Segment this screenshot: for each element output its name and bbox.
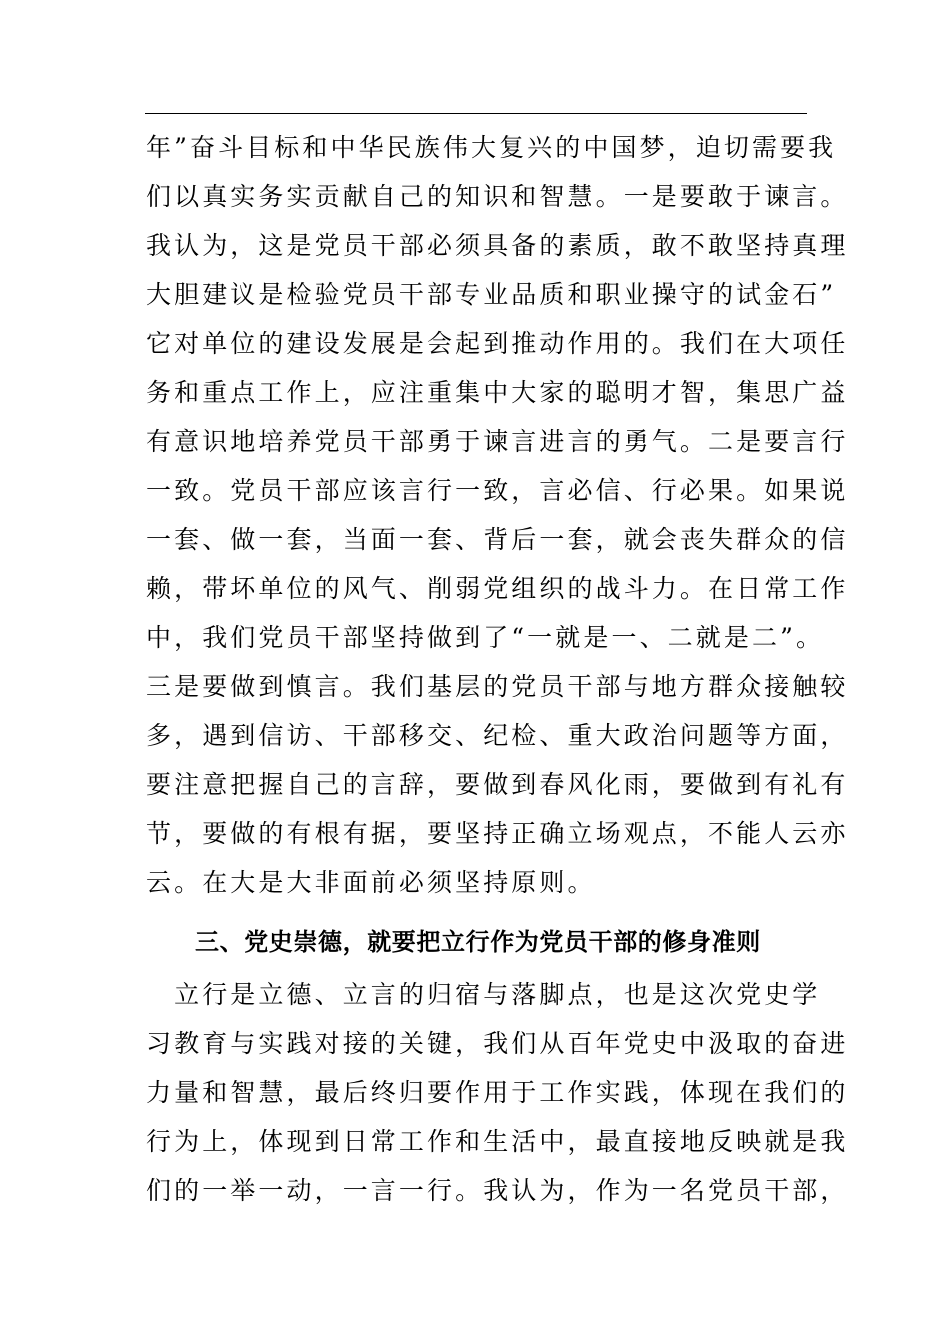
text-line: 节，要做的有根有据，要坚持正确立场观点，不能人云亦 [146, 819, 849, 848]
text-line: 有意识地培养党员干部勇于谏言进言的勇气。二是要言行 [146, 427, 849, 456]
text-line: 年”奋斗目标和中华民族伟大复兴的中国梦，迫切需要我 [146, 133, 837, 162]
text-line: 力量和智慧，最后终归要作用于工作实践，体现在我们的 [146, 1078, 849, 1107]
header-rule [145, 113, 807, 114]
text-line: 们以真实务实贡献自己的知识和智慧。一是要敢于谏言。 [146, 182, 849, 211]
text-line: 我认为，这是党员干部必须具备的素质，敢不敢坚持真理 [146, 231, 849, 260]
text-line: 它对单位的建设发展是会起到推动作用的。我们在大项任 [146, 329, 849, 358]
text-line: 务和重点工作上，应注重集中大家的聪明才智，集思广益 [146, 378, 849, 407]
text-line: 大胆建议是检验党员干部专业品质和职业操守的试金石” [146, 280, 837, 309]
text-line: 一致。党员干部应该言行一致，言必信、行必果。如果说 [146, 476, 849, 505]
text-line: 赖，带坏单位的风气、削弱党组织的战斗力。在日常工作 [146, 574, 849, 603]
text-line: 三是要做到慎言。我们基层的党员干部与地方群众接触较 [146, 672, 849, 701]
text-line: 行为上，体现到日常工作和生活中，最直接地反映就是我 [146, 1127, 849, 1156]
text-line: 们的一举一动，一言一行。我认为，作为一名党员干部， [146, 1176, 849, 1205]
text-line: 云。在大是大非面前必须坚持原则。 [146, 868, 596, 897]
text-line: 一套、做一套，当面一套、背后一套，就会丧失群众的信 [146, 525, 849, 554]
text-line: 习教育与实践对接的关键，我们从百年党史中汲取的奋进 [146, 1029, 849, 1058]
text-line: 立行是立德、立言的归宿与落脚点，也是这次党史学 [146, 980, 821, 1009]
text-line: 中，我们党员干部坚持做到了“一就是一、二就是二”。 [146, 623, 825, 652]
text-line: 多，遇到信访、干部移交、纪检、重大政治问题等方面， [146, 721, 849, 750]
text-line: 要注意把握自己的言辞，要做到春风化雨，要做到有礼有 [146, 770, 849, 799]
section-heading: 三、党史崇德，就要把立行作为党员干部的修身准则 [195, 928, 761, 956]
